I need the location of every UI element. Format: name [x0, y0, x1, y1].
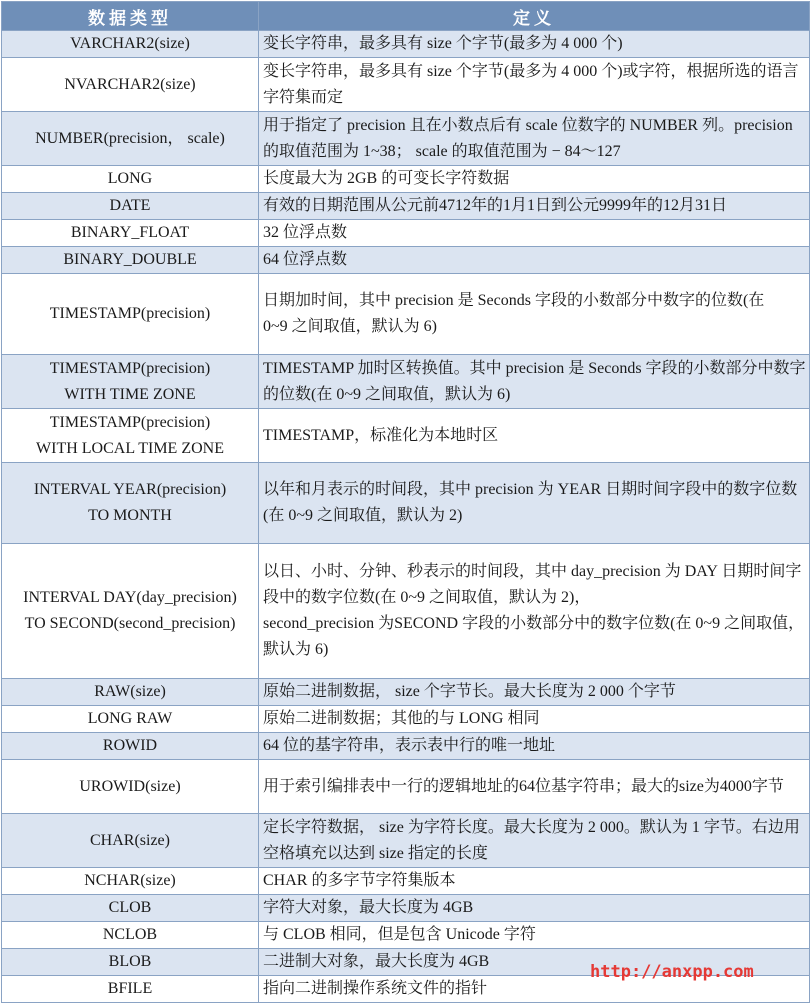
definition-cell: TIMESTAMP，标准化为本地时区 — [259, 409, 810, 463]
definition-cell — [259, 274, 810, 355]
table-row — [2, 193, 810, 220]
type-cell — [2, 409, 259, 463]
table-row — [2, 679, 810, 706]
header-type: 数据类型 — [2, 2, 259, 31]
definition-cell: 字符大对象，最大长度为 4GB — [259, 895, 810, 922]
definition-cell: 有效的日期范围从公元前4712年的1月1日到公元9999年的12月31日 — [259, 193, 810, 220]
table-row — [2, 112, 810, 166]
watermark: http://anxpp.com — [590, 962, 754, 982]
table-row — [2, 58, 810, 112]
definition-cell: 指向二进制操作系统文件的指针 — [259, 976, 810, 1003]
definition-cell: 定长字符数据， size 为字符长度。最大长度为 2 000。默认为 1 字节。右边用空格填充以达到 size 指定的长度 — [259, 814, 810, 868]
table-row — [2, 814, 810, 868]
definition-cell — [259, 544, 810, 679]
table-row — [2, 733, 810, 760]
table-row — [2, 247, 810, 274]
table-row — [2, 355, 810, 409]
type-cell: BLOB — [2, 949, 259, 976]
type-cell — [2, 463, 259, 544]
table-row — [2, 166, 810, 193]
type-cell: NCLOB — [2, 922, 259, 949]
type-cell: BINARY_FLOAT — [2, 220, 259, 247]
type-cell: LONG RAW — [2, 706, 259, 733]
type-cell: NUMBER(precision， scale) — [2, 112, 259, 166]
table-row — [2, 922, 810, 949]
data-types-table — [1, 1, 810, 1003]
type-line: TIMESTAMP(precision) — [49, 359, 211, 377]
definition-cell: CHAR 的多字节字符集版本 — [259, 868, 810, 895]
definition-cell: 64 位的基字符串，表示表中行的唯一地址 — [259, 733, 810, 760]
table-row — [2, 31, 810, 58]
type-line: WITH TIME ZONE — [64, 385, 196, 403]
table-row — [2, 220, 810, 247]
type-cell: RAW(size) — [2, 679, 259, 706]
table-header-row — [2, 2, 810, 31]
definition-cell: 原始二进制数据；其他的与 LONG 相同 — [259, 706, 810, 733]
definition-line: 0~9 之间取值，默认为 6) — [263, 318, 437, 335]
definition-cell: TIMESTAMP 加时区转换值。其中 precision 是 Seconds 字段的小数部分中数字的位数(在 0~9 之间取值，默认为 6) — [259, 355, 810, 409]
table-row — [2, 463, 810, 544]
type-line: WITH LOCAL TIME ZONE — [36, 439, 224, 457]
type-cell: BFILE — [2, 976, 259, 1003]
type-cell: CHAR(size) — [2, 814, 259, 868]
definition-line: 以日、小时、分钟、秒表示的时间段，其中 day_precision 为 DAY 日期时间字段中的数字位数(在 0~9 之间取值，默认为 2)， — [263, 563, 802, 606]
table-row — [2, 895, 810, 922]
type-cell — [2, 544, 259, 679]
type-cell: CLOB — [2, 895, 259, 922]
type-line: TO SECOND(second_precision) — [24, 615, 236, 632]
type-line: TIMESTAMP(precision) — [49, 413, 211, 431]
table-row — [2, 544, 810, 679]
definition-cell: 变长字符串，最多具有 size 个字节(最多为 4 000 个) — [259, 31, 810, 58]
type-line: INTERVAL DAY(day_precision) — [23, 589, 237, 606]
definition-cell: 32 位浮点数 — [259, 220, 810, 247]
type-cell: ROWID — [2, 733, 259, 760]
table-row — [2, 706, 810, 733]
definition-line: second_precision 为SECOND 字段的小数部分中的数字位数(在 0~9 之间取值，默认为 6) — [263, 615, 805, 658]
type-cell: LONG — [2, 166, 259, 193]
table-row — [2, 868, 810, 895]
definition-cell: 变长字符串，最多具有 size 个字节(最多为 4 000 个)或字符，根据所选的语言字符集而定 — [259, 58, 810, 112]
type-cell: TIMESTAMP(precision) — [2, 274, 259, 355]
header-definition: 定义 — [259, 2, 810, 31]
definition-cell: 用于指定了 precision 且在小数点后有 scale 位数字的 NUMBER 列。precision 的取值范围为 1~38； scale 的取值范围为 − 84～127 — [259, 112, 810, 166]
definition-cell: 以年和月表示的时间段，其中 precision 为 YEAR 日期时间字段中的数字位数(在 0~9 之间取值，默认为 2) — [259, 463, 810, 544]
definition-cell: 与 CLOB 相同，但是包含 Unicode 字符 — [259, 922, 810, 949]
type-cell: UROWID(size) — [2, 760, 259, 814]
definition-cell: 二进制大对象，最大长度为 4GB — [259, 949, 810, 976]
type-cell: BINARY_DOUBLE — [2, 247, 259, 274]
type-cell: NCHAR(size) — [2, 868, 259, 895]
definition-cell: 长度最大为 2GB 的可变长字符数据 — [259, 166, 810, 193]
type-cell: NVARCHAR2(size) — [2, 58, 259, 112]
definition-line: 日期加时间，其中 precision 是 Seconds 字段的小数部分中数字的位数(在 — [263, 292, 765, 309]
definition-cell: 64 位浮点数 — [259, 247, 810, 274]
type-line: TO MONTH — [88, 507, 172, 524]
table-row — [2, 409, 810, 463]
table-row — [2, 274, 810, 355]
type-cell: DATE — [2, 193, 259, 220]
type-cell — [2, 355, 259, 409]
definition-cell: 用于索引编排表中一行的逻辑地址的64位基字符串；最大的size为4000字节 — [259, 760, 810, 814]
definition-cell: 原始二进制数据， size 个字节长。最大长度为 2 000 个字节 — [259, 679, 810, 706]
table-row — [2, 760, 810, 814]
type-line: INTERVAL YEAR(precision) — [33, 481, 227, 498]
type-cell: VARCHAR2(size) — [2, 31, 259, 58]
